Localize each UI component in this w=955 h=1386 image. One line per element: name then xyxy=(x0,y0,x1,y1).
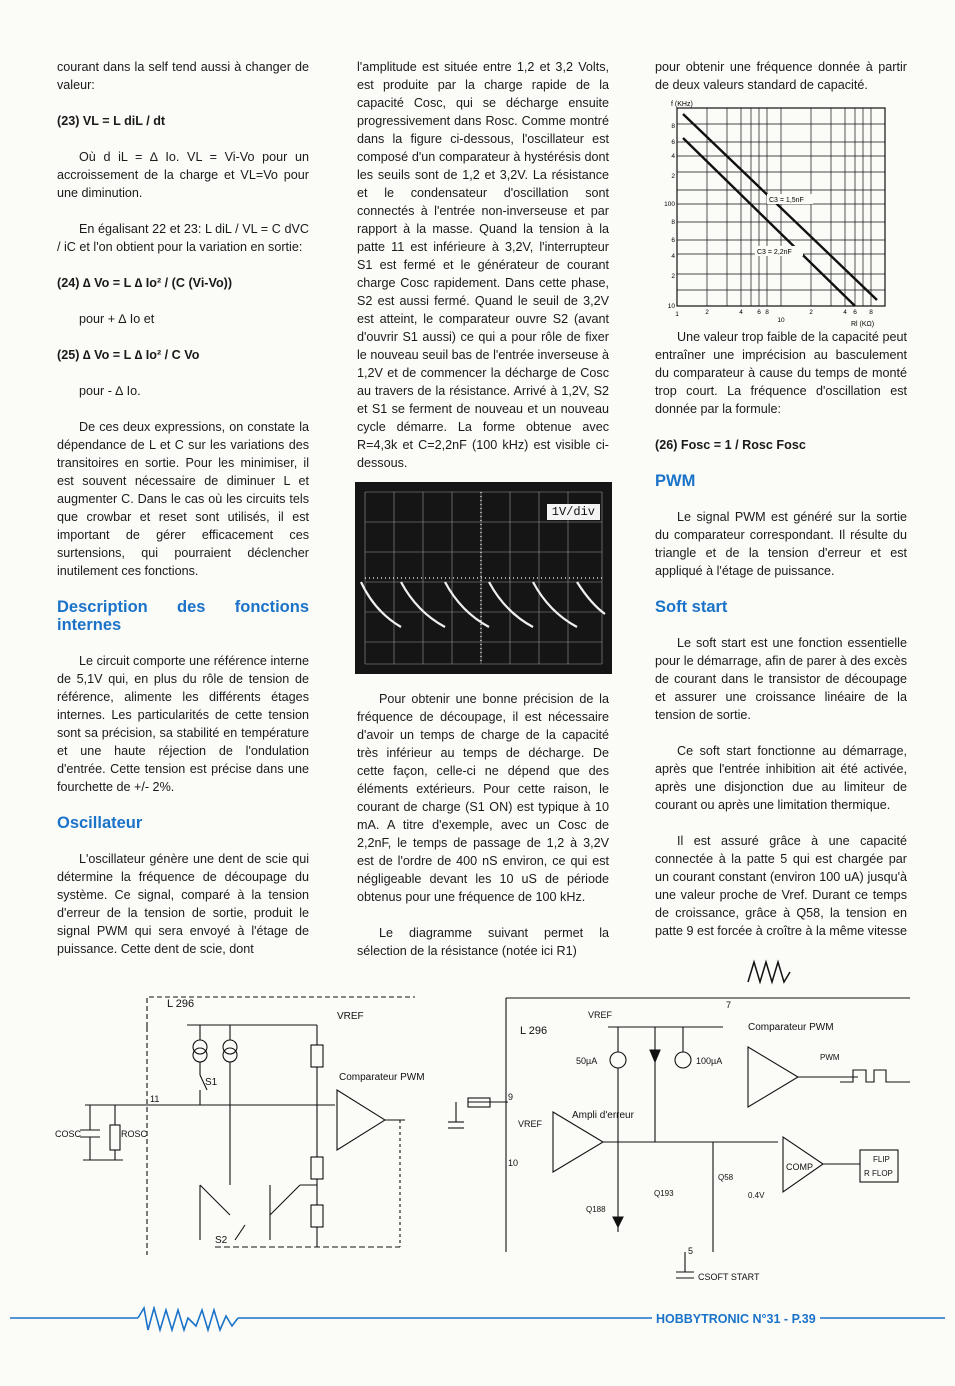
paragraph: courant dans la self tend aussi à changer de valeur: xyxy=(57,60,309,92)
flipflop-label-1: FLIP xyxy=(873,1155,890,1164)
paragraph: Pour obtenir une bonne précision de la fréquence de découpage, il est nécessaire d'avoir un temps de charge de la capacité très inférieur au temps de décharge. De cette façon, celle-ci ne dépend que des éléments extérieurs. Pour cette raison, le courant de charge (S1 ON) est typique à 10 mA. A titre d'exemple, avec un Cosc de 2,2nF, le temps de passage de 1,2 à 3,2V est de l'ordre de 400 nS environ, ce qui est négligeable devant les 10 uS de période obtenus pour une fréquence de 100 kHz. xyxy=(357,692,609,904)
paragraph: Il est assuré grâce à une capacité connectée à la patte 5 qui est chargée par un courant constant (environ 100 uA) jusqu'à une valeur proche de Vref. Durant ce temps de croissance, grâce à Q58, la tension en patte 9 est forcée à croître à la même vitesse xyxy=(655,834,907,938)
x-tick: 10 xyxy=(777,317,785,324)
csoft-start-label: CSOFT START xyxy=(698,1272,760,1282)
paragraph: Le signal PWM est généré sur la sortie du comparateur correspondant. Il résulte du triangle et de la tension d'erreur et est appliqué à l'étage de puissance. xyxy=(655,510,907,578)
x-tick: 2 xyxy=(809,309,813,316)
section-heading-pwm: PWM xyxy=(655,472,696,490)
frequency-graph xyxy=(655,100,910,328)
paragraph: Où d iL = ∆ Io. VL = Vi-Vo pour un accroissement de la charge et VL=Vo pour une diminution. xyxy=(57,150,309,200)
paragraph: Ce soft start fonctionne au démarrage, après que l'entrée inhibition ait été activée, après une disjonction due au limiteur de courant ou après une limitation thermique. xyxy=(655,744,907,812)
paragraph: De ces deux expressions, on constate la dépendance de L et C sur les variations des transitoires en sortie. Pour les minimiser, il est souvent nécessaire de diminuer L et augmenter C. Dans le cas où les circuits tels que crowbar et reset sont utilisés, il est important de gérer efficacement ces surtensions, qui pourraient déclencher inutilement ces fonctions. xyxy=(57,420,309,578)
paragraph: l'amplitude est située entre 1,2 et 3,2 Volts, est produite par la charge rapide de la capacité Cosc, qui se décharge ensuite progressivement dans Rosc. Comme montré dans la figure ci-dessous, l'oscillateur est composé d'un comparateur à hystérésis dont les seuils sont de 1,2 et 3,2V. La résistance et le condensateur d'oscillation sont connectés à l'entrée non-inverseuse et par rapport à la masse. Quand la tension à la patte 11 est inférieure à 3,2V, l'interrupteur S1 est fermé et le générateur de courant charge Cosc rapidement. Dans cette phase, S2 est aussi fermé. Quand le seuil de 3,2V est atteint, le comparateur ouvre S2 (avant d'ouvrir S1 aussi) ce qui a pour rôle de fixer le nouveau seuil bas de l'entrée inverseuse à 1,2V et de commencer la décharge de Cosc au travers de la résistance. Arrivé à 1,2V, S2 et S1 se ferment de nouveau et un nouveau cycle démarre. La forme obtenue avec R=4,3k et C=2,2nF (100 kHz) est visible ci-dessous. xyxy=(357,60,609,470)
column-2 xyxy=(357,58,609,490)
y-tick: 8 xyxy=(671,123,675,130)
cosc-label: COSC xyxy=(55,1129,82,1139)
column-1 xyxy=(57,58,309,976)
y-tick: 6 xyxy=(671,237,675,244)
equation-26: (26) Fosc = 1 / Rosc Fosc xyxy=(655,438,806,452)
softstart-schematic xyxy=(448,952,913,1292)
section-heading-oscillateur: Oscillateur xyxy=(57,814,143,832)
y-tick: 4 xyxy=(671,253,675,260)
y-tick: 100 xyxy=(664,201,675,208)
curve-label-1p5nf: C3 = 1,5nF xyxy=(769,197,804,204)
rosc-label: ROSC xyxy=(121,1129,148,1139)
curve-label-2p2nf: C3 = 2,2nF xyxy=(757,249,792,256)
paragraph: Une valeur trop faible de la capacité peut entraîner une imprécision au basculement du comparateur à cause du temps de monté trop court. La fréquence d'oscillation est donnée par la formule: xyxy=(655,330,907,416)
y-tick: 10 xyxy=(667,303,675,310)
column-3-lower xyxy=(655,328,907,958)
x-tick: 4 xyxy=(739,309,743,316)
pin-10-label: 10 xyxy=(508,1158,519,1168)
q193-label: Q193 xyxy=(654,1189,674,1198)
equation-note: pour - ∆ Io. xyxy=(79,384,141,398)
x-tick: 8 xyxy=(765,309,769,316)
switch-s1-label: S1 xyxy=(205,1077,218,1088)
comparator-label: Comparateur PWM xyxy=(339,1072,425,1083)
y-tick: 8 xyxy=(671,219,675,226)
section-heading-description: Description des fonctions internes xyxy=(57,598,309,634)
section-heading-soft-start: Soft start xyxy=(655,598,728,616)
paragraph: pour obtenir une fréquence donnée à partir de deux valeurs standard de capacité. xyxy=(655,60,907,92)
paragraph: En égalisant 22 et 23: L diL / VL = C dVC / iC et l'on obtient pour la variation en sortie: xyxy=(57,222,309,254)
paragraph: Le soft start est une fonction essentielle pour le démarrage, afin de parer à des excès de courant dans le transistor de découpage et assurer une croissance linéaire de la tension de sortie. xyxy=(655,636,907,722)
equation-24: (24) ∆ Vo = L ∆ Io² / (C (Vi-Vo)) xyxy=(57,276,233,290)
pwm-output-label: PWM xyxy=(820,1053,840,1062)
x-tick: 2 xyxy=(705,309,709,316)
paragraph: Le diagramme suivant permet la sélection de la résistance (notée ici R1) xyxy=(357,926,609,958)
equation-25: (25) ∆ Vo = L ∆ Io² / C Vo xyxy=(57,348,200,362)
paragraph: Le circuit comporte une référence interne de 5,1V qui, en plus du rôle de tension de référence, alimente les différents étages internes. Les particularités de cette tension sont sa précision, sa stabilité en température et une haute réjection de l'ondulation d'entrée. Cette tension est précise dans une fourchette de +/- 2%. xyxy=(57,654,309,794)
y-tick: 2 xyxy=(671,273,675,280)
y-tick: 6 xyxy=(671,139,675,146)
y-tick: 2 xyxy=(671,173,675,180)
pin-5-label: 5 xyxy=(688,1246,694,1256)
x-axis-unit: Rl (KΩ) xyxy=(851,321,875,328)
error-amp-label: Ampli d'erreur xyxy=(572,1110,634,1121)
vref-label: VREF xyxy=(337,1011,364,1022)
vref-input-label: VREF xyxy=(518,1119,543,1129)
scope-scale-label: 1V/div xyxy=(547,504,600,520)
q58-label: Q58 xyxy=(718,1173,734,1182)
x-tick: 8 xyxy=(869,309,873,316)
current-50ua-label: 50µA xyxy=(576,1056,598,1066)
pwm-comparator-label: Comparateur PWM xyxy=(748,1022,834,1033)
oscillator-schematic xyxy=(55,985,435,1265)
equation-23: (23) VL = L diL / dt xyxy=(57,114,166,128)
oscilloscope-figure xyxy=(355,482,612,674)
pin-7-label: 7 xyxy=(726,1000,732,1010)
page-number: HOBBYTRONIC N°31 - P.39 xyxy=(652,1312,820,1326)
column-2-lower xyxy=(357,690,609,978)
x-tick: 4 xyxy=(843,309,847,316)
y-tick: 4 xyxy=(671,153,675,160)
pin-11-label: 11 xyxy=(150,1094,160,1104)
chip-label: L 296 xyxy=(520,1025,548,1037)
x-tick: 6 xyxy=(757,309,761,316)
comp-box-label: COMP xyxy=(786,1162,813,1172)
voltage-0-4v-label: 0.4V xyxy=(748,1191,765,1200)
flipflop-label-2: R FLOP xyxy=(864,1169,893,1178)
paragraph: L'oscillateur génère une dent de scie qui détermine la fréquence de découpage du système. Ce signal, comparé à la tension d'erreur de la tension de sortie, produit le signal PWM qui sera envoyé à l'étage de puissance. Cette dent de scie, dont xyxy=(57,852,309,956)
q188-label: Q188 xyxy=(586,1205,606,1214)
switch-s2-label: S2 xyxy=(215,1235,228,1246)
x-tick: 6 xyxy=(853,309,857,316)
equation-note: pour + ∆ Io et xyxy=(79,312,155,326)
chip-label: L 296 xyxy=(167,998,195,1010)
vref-top-label: VREF xyxy=(588,1010,613,1020)
y-axis-unit: f (KHz) xyxy=(671,101,693,108)
x-tick: 1 xyxy=(675,311,679,318)
current-100ua-label: 100µA xyxy=(696,1056,723,1066)
pin-9-label: 9 xyxy=(508,1092,514,1102)
